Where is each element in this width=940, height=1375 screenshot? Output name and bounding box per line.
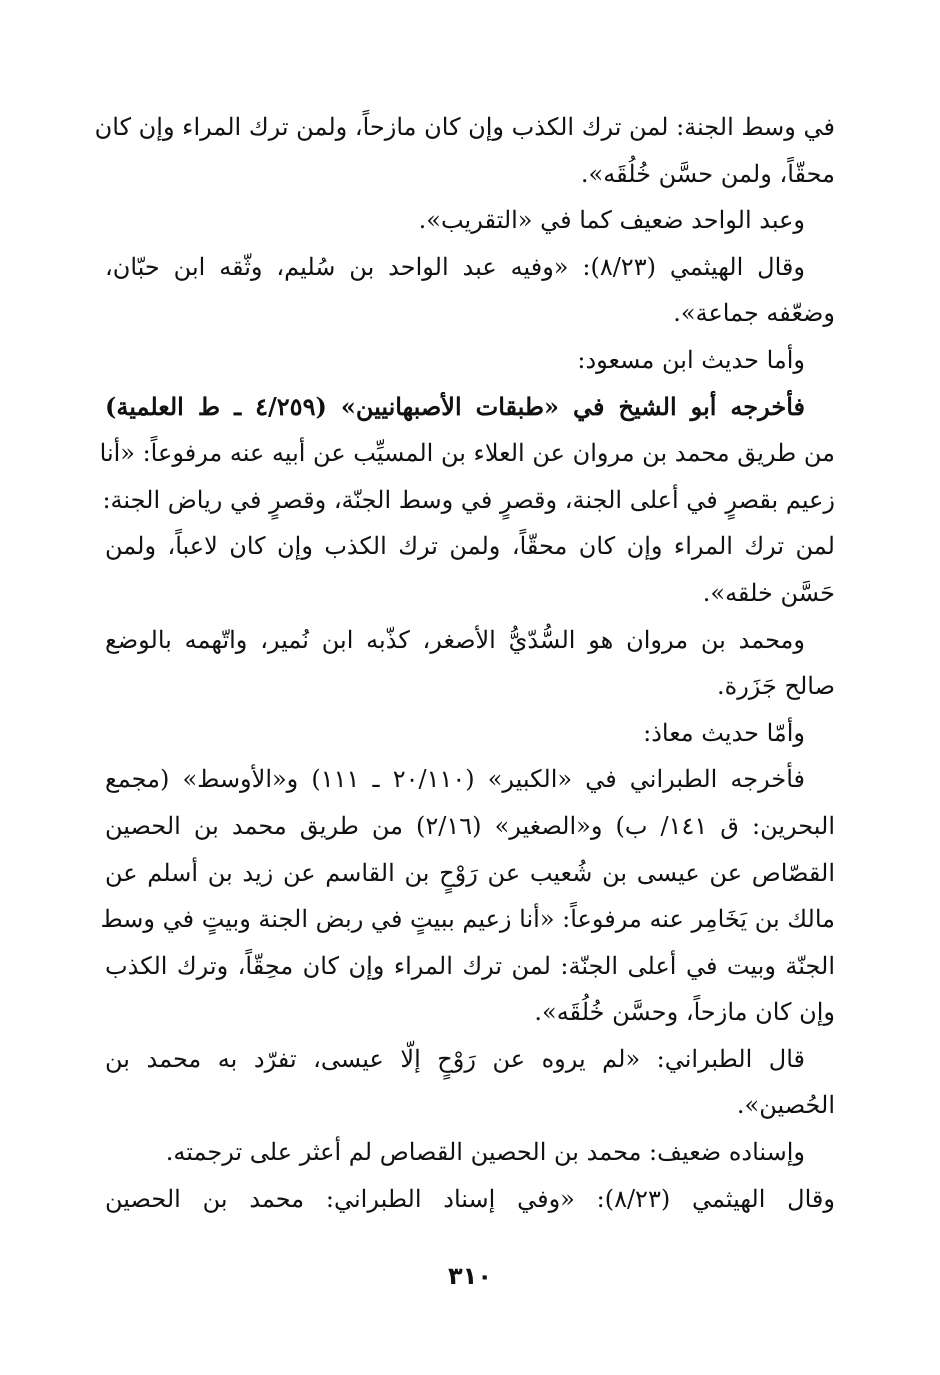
text-line: وعبد الواحد ضعيف كما في «التقريب». (418, 206, 805, 235)
text-line: صالح جَزَرة. (717, 672, 835, 701)
text-line: محقّاً، ولمن حسَّن خُلُقَه». (580, 159, 835, 188)
text-line: وأمّا حديث معاذ: (643, 718, 805, 747)
text-line: وضعّفه جماعة». (673, 299, 835, 328)
text-line: الحُصين». (736, 1091, 835, 1120)
text-line: الجنّة وبيت في أعلى الجنّة: لمن ترك المراء وإن كان محِقّاً، وترك الكذب (105, 951, 835, 980)
text-line: فأخرجه أبو الشيخ في «طبقات الأصبهانيين» (٤/٢٥٩ ـ ط العلمية) (105, 391, 805, 421)
text-line: مالك بن يَخَامِر عنه مرفوعاً: «أنا زعيم ببيتٍ في ربض الجنة وبيتٍ في وسط (100, 905, 835, 934)
text-line: وإن كان مازحاً، وحسَّن خُلُقَه». (534, 998, 835, 1027)
text-line: القصّاص عن عيسى بن شُعيب عن رَوْحٍ بن القاسم عن زيد بن أسلم عن (105, 858, 835, 887)
text-line: قال الطبراني: «لم يروه عن رَوْحٍ إلّا عيسى، تفرّد به محمد بن (105, 1044, 805, 1073)
page-body (94, 104, 835, 1222)
text-line: ومحمد بن مروان هو السُّدّيُّ الأصغر، كذّبه ابن نُمير، واتّهمه بالوضع (105, 625, 805, 654)
text-line: حَسَّن خلقه». (702, 578, 835, 607)
text-line: في وسط الجنة: لمن ترك الكذب وإن كان مازحاً، ولمن ترك المراء وإن كان (94, 113, 835, 141)
text-line: لمن ترك المراء وإن كان محقّاً، ولمن ترك الكذب وإن كان لاعباً، ولمن (105, 532, 835, 561)
text-line: من طريق محمد بن مروان عن العلاء بن المسيِّب عن أبيه عنه مرفوعاً: «أنا (99, 439, 835, 468)
text-line: وقال الهيثمي (٨/٢٣): «وفي إسناد الطبراني: محمد بن الحصين (105, 1184, 835, 1213)
text-line: زعيم بقصرٍ في أعلى الجنة، وقصرٍ في وسط الجنّة، وقصرٍ في رياض الجنة: (102, 485, 835, 514)
page-number: ٣١٠ (448, 1262, 492, 1290)
text-line: فأخرجه الطبراني في «الكبير» (٢٠/١١٠ ـ ١١١) و«الأوسط» (مجمع (105, 765, 805, 794)
text-line: وقال الهيثمي (٨/٢٣): «وفيه عبد الواحد بن سُليم، وثّقه ابن حبّان، (105, 252, 805, 281)
text-line: وإسناده ضعيف: محمد بن الحصين القصاص لم أعثر على ترجمته. (165, 1138, 805, 1167)
text-line: وأما حديث ابن مسعود: (577, 345, 805, 374)
text-line: البحرين: ق ١٤١/ ب) و«الصغير» (٢/١٦) من طريق محمد بن الحصين (105, 811, 835, 840)
